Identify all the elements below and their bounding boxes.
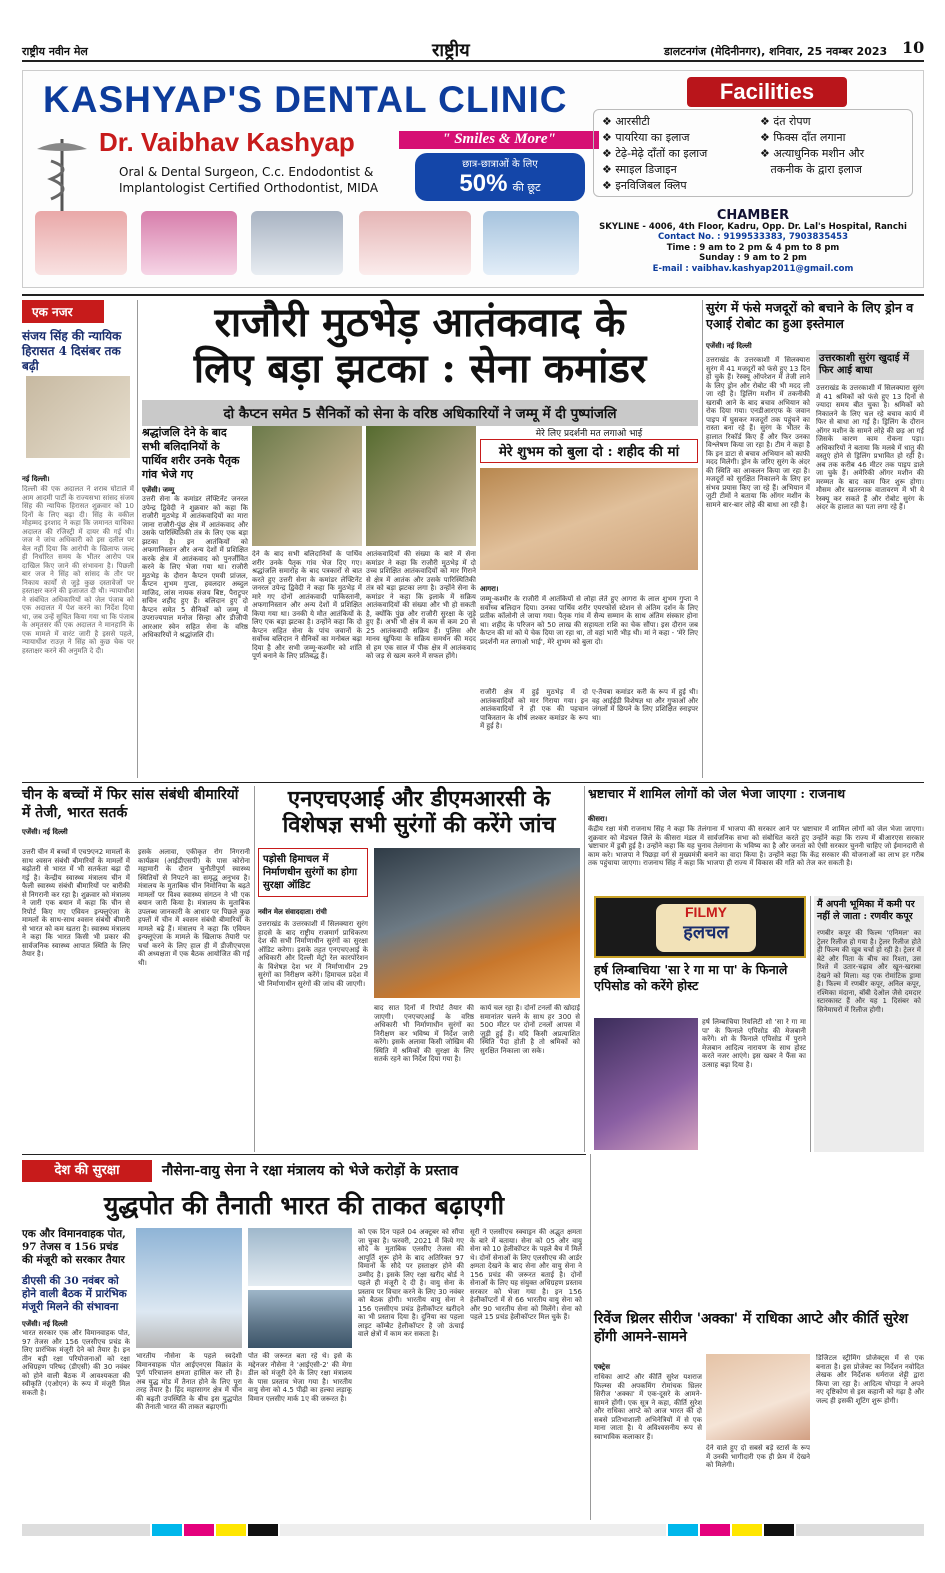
offer-percent: 50% [459,170,508,197]
funeral-photo-2 [366,426,476,546]
lead-dateline: एजेंसी। जम्मू [142,486,175,494]
masthead-center: राष्ट्रीय [432,40,470,61]
chamber-contact: Contact No. : 9199533383, 7903835453 [658,232,848,242]
lead-body-col-3: आतंकवादियों की संख्या के बारे में सेना कमांडर ने कहा कि राजौरी मुठभेड़ में दो उच्च प्रशिक्षित आतंकवादियों को मार गिराने से क्षेत्र में आतंक और उसके पारिस्थितिकी तंत्र को बड़ा झटका लगा है। उन्होंने सेना के कमांडर ने कहा कि इलाके में सक्रिय आतंकवादियों की संख्या और भी हो सकती है, क्योंकि पुंछ और राजौरी सुरक्षा के जुड़े हुए हैं। अभी भी क्षेत्र में कम से कम 20 से 25 आतंकवादी सक्रिय हैं। पुलिस और मानव खुफिया के सक्रिय समर्थन की मदद से हम एक साल में पीक क्षेत्र में आतंकवाद को जड़ से खत्म करने में सफल होंगे। [366,550,476,660]
tunnel-box-head: उत्तरकाशी सुरंग खुदाई में फिर आई बाधा [816,350,924,380]
tejas-photo [136,1228,242,1348]
offer-suffix: की छूट [512,181,541,194]
ek-nazar-dateline: नई दिल्ली। [22,475,50,483]
tagline: " Smiles & More" [399,131,599,149]
chamber-title: CHAMBER [716,208,790,223]
rajnath-story [588,786,924,894]
mother-photo [480,468,698,570]
funeral-photo-1 [252,426,362,546]
facility-item: ❖ इनविजिबल क्लिप [602,179,687,192]
mother-body-3: ए-तैयबा कमांडर करी के रूप में हुई थी। वह आईईडी विशेषज्ञ था और गुफाओं और जंगलों में छिपने के लिए प्रशिक्षित स्नाइपर था। [592,688,698,722]
dental-photo-5 [483,211,579,275]
offer-badge [415,153,585,201]
mother-headline: मेरे शुभम को बुला दो : शहीद की मां [480,439,698,463]
mother-dateline: आगरा। [480,585,499,593]
dental-photo-4 [359,211,471,275]
security-side-head-2: डीएसी की 30 नवंबर को होने वाली बैठक में प्रारंभिक मंजूरी मिलने की संभावना [22,1275,127,1313]
ek-nazar-column [22,300,134,780]
security-side-head-1: एक और विमानवाहक पोत, 97 तेजस व 156 प्रचंड की मंजूरी को सरकार तैयार [22,1228,126,1266]
lead-side-column [142,426,248,773]
doctor-name: Dr. Vaibhav Kashyap [99,127,355,157]
rajnath-headline: भ्रष्टाचार में शामिल लोगों को जेल भेजा जाएगा : राजनाथ [588,786,846,801]
facility-item: ❖ फिक्स दाँत लगाना [760,131,846,144]
nhai-headline-1: एनएचएआई और डीएमआरसी के [287,786,551,812]
filmy-body: हर्ष लिम्बाचिया रियलिटी शो 'सा रे गा मा पा' के फिनाले एपिसोड की मेजबानी करेंगे। शो के फिनाले एपिसोड में पुराने मेजबान आदित्य नारायण के साथ होस्ट करते नजर आएंगे। इस खबर ने फैंस का उत्साह बढ़ा दिया है। [702,1018,806,1069]
security-body-col-3: पोत की जरूरत बता रहे थे। इसे के मद्देनजर नौसेना ने 'आईएसी-2' की मेगा डील को मंजूरी देने के लिए रक्षा मंत्रालय के पास प्रस्ताव भेजा गया है। भारतीय वायु सेना को 4.5 पीढ़ी का हल्का लड़ाकू विमान एलसीए मार्क 1ए की जरूरत है। [248,1352,352,1403]
tunnel-story [706,300,924,780]
facility-item: ❖ पायरिया का इलाज [602,131,690,144]
nhai-body-col-1: उत्तराखंड के उत्तरकाशी में सिलक्यारा सुरंग हादसे के बाद राष्ट्रीय राजमार्ग प्राधिकरण देश की सभी निर्माणाधीन सुरंगों का सुरक्षा ऑडिट करेगा। इसके तहत एनएचएआई के अधिकारी और दिल्ली मेट्रो रेल कारपोरेशन के विशेषज्ञ देश भर में निर्माणाधीन 29 सुरंगों का निरीक्षण करेंगे। हिमाचल प्रदेश में भी निर्माणाधीन सुरंगों की जांच की जाएगी। [258,920,368,988]
chamber-address: SKYLINE - 4006, 4th Floor, Kadru, Opp. Dr. Lal's Hospital, Ranchi [599,221,907,232]
masthead-left: राष्ट्रीय नवीन मेल [22,45,88,58]
dental-photo-3 [251,211,343,275]
dental-clinic-ad [22,70,924,288]
lead-side-head: श्रद्धांजलि देने के बाद सभी बलिदानियों के पार्थिव शरीर उनके पैतृक गांव भेजे गए [142,426,240,481]
tunnel-box [816,350,924,770]
akka-dateline: एक्ट्रेस [594,1363,610,1371]
security-body-col-1: भारत सरकार एक और विमानवाहक पोत, 97 तेजस और 156 एलसीएच प्रचंड के लिए प्रारंभिक मंजूरी देने को तैयार है। इन तीन बड़ी रक्षा परियोजनाओं को रक्षा अधिग्रहण परिषद (डीएसी) की 30 नवंबर को होने वाली बैठक में आवश्यकता की स्वीकृति (एओएन) के रूप में मंजूरी मिल सकती है। [22,1329,130,1397]
lead-story [142,300,698,780]
tunnel-box-body: उत्तराखंड के उत्तरकाशी में सिलक्यारा सुरंग में 41 श्रमिकों को फंसे हुए 13 दिनों से ज्यादा समय बीत चुका है। श्रमिकों को निकालने के लिए चल रहे बचाव कार्य में फिर से बाधा आ गई है। ड्रिलिंग के दौरान ऑगर मशीन के सामने लोहे की छड़ आ गई जिसके कारण काम रोकना पड़ा। अधिकारियों ने बताया कि मलबे में धातु की वस्तुएं होने से ड्रिलिंग प्रभावित हो रही है। अब तक करीब 46 मीटर तक पाइप डाले जा चुके हैं। अमेरिकी ऑगर मशीन की मरम्मत के बाद काम फिर शुरू होगा। मौसम और खतरनाक वातावरण में भी ये रेस्क्यू कर सकते हैं और रोबोट सुरंग के अंदर के हालात का पता लगा रहे हैं। [816,384,924,511]
filmy-logo-2: हलचल [683,922,729,943]
security-strap: नौसेना-वायु सेना ने रक्षा मंत्रालय को भेजे करोड़ों के प्रस्ताव [162,1163,459,1179]
nhai-story [258,786,580,1152]
security-body-col-4: को एक दिन पहले 04 अक्टूबर को सौंपा जा चुका है। फरवरी, 2021 में किये गए सौदे के मुताबिक एलसीए तेजस की आपूर्ति शुरू होने के बाद अतिरिक्त 97 विमानों के सौदे पर हस्ताक्षर होने की उम्मीद है। इसके लिए रक्षा खरीद बोर्ड ने पहले ही मंजूरी दे दी है। वायु सेना के प्रस्ताव पर विचार करने के लिए 30 नवंबर को बैठक होगी। भारतीय वायु सेना ने 156 एलसीएच प्रचंड हेलीकॉप्टर खरीदने का भी प्रस्ताव दिया है। दुनिया का पहला लाइट कॉम्बैट हेलीकॉप्टर है जो ऊंचाई वाले क्षेत्रों में काम कर सकता है। [358,1228,464,1338]
facilities-box [593,109,913,197]
security-body-col-2: भारतीय नौसेना के पहले स्वदेशी विमानवाहक पोत आईएनएस विक्रांत के पूर्ण परिचालन क्षमता हासिल कर ली है। अब युद्ध मोड में तैनात होने के लिए पूरा तरह तैयार है। हिंद महासागर क्षेत्र में चीन की बढ़ती उपस्थिति के बीच इस युद्धपोत की तैनाती भारत की ताकत बढ़ाएगी। [136,1352,242,1411]
clinic-name: KASHYAP'S DENTAL CLINIC [43,79,568,120]
facility-item: ❖ स्माइल डिजाइन [602,163,677,176]
facility-item: ❖ आरसीटी [602,115,650,128]
facilities-title: Facilities [687,77,847,107]
facility-item: तकनीक के द्वारा इलाज [770,163,862,176]
chamber-sunday: Sunday : 9 am to 2 pm [699,253,807,263]
security-dateline: एजेंसी। नई दिल्ली [22,1320,68,1328]
chamber-email: E-mail : vaibhav.kashyap2011@gmail.com [652,263,854,274]
akka-body-col-2: देने वाले हुए दो सबसे बड़े स्टार्स के रूप में उनकी भागीदारी एक ही फ्रेम में देखने को मिलेगी। [706,1444,810,1469]
filmy-headline: हर्ष लिम्बाचिया 'सा रे गा मा पा' के फिनाले एपिसोड को करेंगे होस्ट [594,962,788,993]
security-body-col-5: सूरी ने एलसीएच स्क्वाड्रन की अद्भुत क्षमता के बारे में बताया। सेना को 05 और वायु सेना को 10 हेलीकॉप्टर के पहले बैच में मिले थे। दोनों सेनाओं के लिए एलसीएच की आर्डर क्षमता देखने के बाद सेना और वायु सेना ने 156 प्रचंड की जरूरत बताई है। दोनों सेनाओं के लिए यह संयुक्त अधिग्रहण प्रस्ताव सरकार को भेजा गया है। इन 156 हेलीकॉप्टरों में से 66 भारतीय वायु सेना को और 90 भारतीय सेना को मिलेंगे। सेना को पहले 15 प्रचंड हेलीकॉप्टर मिल चुके हैं। [470,1228,582,1321]
lead-headline-1: राजौरी मुठभेड़ आतंकवाद के [214,299,626,346]
dental-photo-2 [141,211,237,275]
tunnel-headline: सुरंग में फंसे मजदूरों को बचाने के लिए ड्रोन व एआई रोबोट का हुआ इस्तेमाल [706,300,914,331]
warship-photo [248,1290,352,1348]
dateline: डालटनगंज (मेदिनीनगर), शनिवार, 25 नवम्बर 2023 [664,45,888,58]
security-strap-row [22,1158,586,1186]
filmy-logo [656,904,756,952]
tunnel-dateline: एजेंसी। नई दिल्ली [706,342,752,350]
nhai-headline-2: विशेषज्ञ सभी सुरंगों की करेंगे जांच [282,812,556,838]
facility-item: ❖ दंत रोपण [760,115,811,128]
nhai-body-col-3: कार्य चल रहा है। दोनों टनलों की खोदाई समानांतर चलने के साथ हर 300 से 500 मीटर पर दोनों टनलों आपस में जुड़ी हुई हैं। यदि किसी अप्रत्याशित स्थिति पैदा होती है तो श्रमिकों को सुरक्षित निकाला जा सके। [480,1004,580,1055]
print-color-bar [22,1524,924,1536]
qualification-2: Implantologist Certified Orthodontist, MIDA [119,181,379,195]
security-label: देश की सुरक्षा [22,1160,152,1182]
security-side [22,1228,130,1518]
akka-body-col-3: डिजिटल स्ट्रीमिंग प्रोजेक्ट्स में से एक बनाता है। इस प्रोजेक्ट का निर्देशन नवोदित लेखक और निर्देशक धर्मराज शेट्टी द्वारा किया जा रहा है। आदित्य चोपड़ा ने अपने नए दृष्टिकोण से इस कहानी को गढ़ा है और जल्द ही इसकी शूटिंग शुरू होगी। [816,1354,924,1405]
akka-headline: रिवेंज थ्रिलर सीरीज 'अक्का' में राधिका आप्टे और कीर्ति सुरेश होंगी आमने-सामने [594,1311,909,1345]
filmy-halchal-banner [594,896,806,958]
qualification-1: Oral & Dental Surgeon, C.c. Endodontist & [119,165,374,179]
facility-item: ❖ अत्याधुनिक मशीन और [760,147,865,160]
tunnel-body-col-1: उत्तराखंड के उत्तरकाशी में सिलक्यारा सुरंग में 41 मजदूरों को फंसे हुए 13 दिन हो चुके हैं। रेस्क्यू ऑपरेशन में तेजी लाने के लिए ड्रोन और रोबोट की भी मदद ली जा रही है। ड्रिलिंग मशीन में तकनीकी खराबी आने के बाद बचाव अभियान को रोक दिया गया। एनडीआरएफ के जवान पाइप में घुसकर मजदूरों तक पहुंचने का रास्ता बना रहे हैं। सुरंग के भीतर के हालात रिकॉर्ड किए हैं और फिर उनका विश्लेषण किया जा रहा है। टीम ने कहा है कि इन डाटा से बचाव अभियान को काफी मदद मिलेगी। ड्रोन के जरिए सुरंग के अंदर की स्थिति का आकलन किया जा रहा है। मजदूरों को सुरक्षित निकालने के लिए हर संभव प्रयास किए जा रहे हैं। अभियान में जुटी टीमों ने बताया कि ऑगर मशीन के सामने बार-बार लोहे की बाधा आ रही है। [706,356,810,509]
radhika-photo [706,1354,810,1440]
china-body-col-1: उत्तरी चीन में बच्चों में एच9एन2 मामलों के साथ श्वसन संबंधी बीमारियों के मामलों में बढ़ोतरी से भारत में भी सतर्कता बढ़ा दी गई है। केन्द्रीय स्वास्थ्य मंत्रालय चीन में फैली स्वास्थ्य संबंधी बीमारियों पर बारीकी से निगरानी कर रहा है। शुक्रवार को मंत्रालय ने जारी एक बयान में कहा कि चीन से रिपोर्ट किए गए एवियन इन्फ्लुएंजा के मामलों के साथ-साथ श्वसन संबंधी बीमारी से भारत को कम खतरा है। स्वास्थ्य मंत्रालय ने कहा कि भारत किसी भी प्रकार की सार्वजनिक स्वास्थ्य आपात स्थिति के लिए तैयार है। [22,848,130,958]
ranveer-body: रणबीर कपूर की फिल्म 'एनिमल' का ट्रेलर रिलीज हो गया है। ट्रेलर रिलीज होते ही फिल्म की खूब चर्चा हो रही है। ट्रेलर में बेटे और पिता के बीच का रिश्ता, उस रिश्ते में उतार-चढ़ाव और खून-खराबा देखने को मिला। यह एक रोमांटिक ड्रामा है। फिल्म में रणबीर कपूर, अनिल कपूर, रश्मिका मंदाना, बॉबी देओल जैसे दमदार स्टारकास्ट हैं और यह 1 दिसंबर को सिनेमाघरों में रिलीज होगी। [817,929,921,1014]
china-dateline: एजेंसी। नई दिल्ली [22,828,68,836]
chamber-box [593,208,913,285]
ek-nazar-label: एक नजर [22,300,104,323]
china-story [22,786,250,1156]
nhai-box: पड़ोसी हिमाचल में निर्माणधीन सुरंगों का होगा सुरक्षा ऑडिट [258,848,368,897]
caduceus-icon [31,133,93,213]
dental-photo-1 [35,211,127,275]
ek-nazar-headline: संजय सिंह की न्यायिक हिरासत 4 दिसंबर तक बढ़ी [22,329,122,373]
china-body-col-2: इसके अलावा, एकीकृत रोग निगरानी कार्यक्रम (आईडीएसपी) के पास कोरोना महामारी के दौरान चुनौतीपूर्ण स्वास्थ्य स्थितियों से निपटने का समृद्ध अनुभव है। मंत्रालय के मुताबिक चीन निमोनिया के बढ़ते मामलों पर विश्व स्वास्थ्य संगठन ने भी एक बयान जारी किया है। मंत्रालय के मुताबिक उपलब्ध जानकारी के आधार पर पिछले कुछ हफ्तों में चीन में श्वसन संबंधी बीमारियों के मामले बढ़े हैं। मंत्रालय ने कहा कि एवियन इन्फ्लूएंजा के मामले के खिलाफ तैयारी पर चर्चा करने के लिए हाल ही में डीजीएचएस की अध्यक्षता में एक बैठक आयोजित की गई थी। [138,848,250,967]
security-headline: युद्धपोत की तैनाती भारत की ताकत बढ़ाएगी [103,1191,505,1220]
filmy-story [594,962,806,1152]
china-headline: चीन के बच्चों में फिर सांस संबंधी बीमारियों में तेजी, भारत सतर्क [22,787,239,821]
lead-body-col-2: देने के बाद सभी बलिदानियों के पार्थिव शरीर उनके पैतृक गांव भेज दिए गए। श्रद्धांजलि समारोह के बाद पत्रकारों से बात करते हुए उत्तरी सेना के कमांडर लेफ्टिनेंट जनरल उपेन्द्र द्विवेदी ने कहा कि मुठभेड़ में मारे गए दोनों आतंकवादी पाकिस्तानी, अफगानिस्तान और अन्य देशों में प्रशिक्षित किया गया था। उनकी ये मौत आतंकियों के लिए एक बड़ा झटका है। उन्होंने कहा कि दो कैप्टन सहित सेना के पांच जवानों के सर्वोच्च बलिदान ने सैनिकों का मनोबल बढ़ा दिया है और सभी जम्मू-कश्मीर को शांति पूर्ण बनाने के लिए प्रतिबद्ध हैं। [252,550,362,660]
page-number: 10 [902,38,925,57]
offer-text: छात्र-छात्राओं के लिए [462,159,538,170]
helicopter-photo [248,1228,352,1286]
ranveer-headline: मैं अपनी भूमिका में कमी पर नहीं ले जाता : रणवीर कपूर [817,899,915,922]
ek-nazar-body: दिल्ली की एक अदालत ने शराब घोटाले में आम आदमी पार्टी के राज्यसभा सांसद संजय सिंह की न्यायिक हिरासत शुक्रवार को 10 दिनों के लिए बढ़ा दी। सिंह के वकील मोहम्मद इरशाद ने कहा कि जमानत याचिका अदालत की रजिस्ट्री में दायर की गई थी। जज ने जांच अधिकारी को इस दलील पर बेल नहीं दिया कि आरोपी के खिलाफ जल्द ही निर्धारित समय के भीतर आरोप पत्र दाखिल किए जाने की संभावना है। पिछली बार जज ने सिंह को सांसद के तौर पर निकाय कार्यों से जुड़े कुछ दस्तावेजों पर हस्ताक्षर करने की इजाजत दी थी। न्यायाधीश ने संबंधित अधिकारियों को जेल पंजाब को एक अदालत में पेश करने का निर्देश दिया था, जब उन्हें सूचित किया गया था कि पंजाब के अमृतसर की एक अदालत ने मानहानि के एक मामले में वारंट जारी है इससे पहले, न्यायाधीश राउज़ ने सिंह को कुछ चेक पर हस्ताक्षर करने की अनुमति दे दी। [22,485,134,655]
nhai-body-col-2: बाद सात दिनों में रिपोर्ट तैयार की जाएगी। एनएचएआई के वरिष्ठ अधिकारी भी निर्माणाधीन सुरंगों का निरीक्षण कर भविष्य में निर्देश जारी करेंगे। इसके अलावा किसी जोखिम की स्थिति में श्रमिकों की सुरक्षा के लिए सतर्क रहने का निर्देश दिया गया है। [374,1004,474,1063]
filmy-logo-1: FILMY [685,904,727,920]
ranveer-story [814,896,924,1152]
tunnel-photo [374,848,580,998]
chamber-time: Time : 9 am to 2 pm & 4 pm to 8 pm [666,242,840,253]
rajnath-body: केंद्रीय रक्षा मंत्री राजनाथ सिंह ने कहा कि तेलंगाना में भाजपा की सरकार आने पर भ्रष्टाचार में शामिल लोगों को जेल भेजा जाएगा। शुक्रवार को मेडचल जिले के कीसरा मंडल में सार्वजनिक सभा को संबोधित करते हुए उन्होंने कहा कि राज्य में बीआरएस सरकार भ्रष्टाचार में डूबी हुई है। उन्होंने कहा कि यह चुनाव तेलंगाना के भविष्य का है और जनता को ऐसी सरकार चुननी चाहिए जो ईमानदारी से काम करे। भाजपा ने पिछड़ा वर्ग से मुख्यमंत्री बनाने का वादा किया है। उन्होंने कहा कि केंद्र सरकार की योजनाओं का लाभ हर गरीब तक पहुंचाया जाएगा। राजनाथ सिंह ने कहा कि भाजपा ही राज्य में विकास की गति को तेज कर सकती है। [588,825,924,867]
masthead [22,36,924,62]
sanjay-singh-photo [26,376,130,458]
rajnath-dateline: कीसरा। [588,815,608,823]
facility-item: ❖ टेढ़े-मेढ़े दाँतों का इलाज [602,147,708,160]
nhai-dateline: नवीन मेल संवाददाता। रांची [258,908,327,916]
mother-body-2: राजौरी क्षेत्र में हुई मुठभेड़ में दो आतंकवादियों को मार गिराया गया। इन आतंकवादियों ने ही एक की पहचान पाकिस्तान के शीर्ष लश्कर कमांडर के रूप में हुई है। [480,688,588,730]
mother-body: जम्मू-कश्मीर के राजौरी में आतंकियों से लोहा लेते हुए आगरा के लाल शुभम गुप्ता ने सर्वोच्च बलिदान दिया। उनका पार्थिव शरीर एयरफोर्स स्टेशन से अंतिम दर्शन के लिए प्रतीक कॉलोनी ले जाया गया। पैतृक गांव में सैन्य सम्मान के साथ अंतिम संस्कार होना था। शहीद के परिजन को 50 लाख की सहायता राशि का चेक सौंपा। इस दौरान जब कैप्टन की मां को ये चेक दिया जा रहा था, तो वहां भारी भीड़ थी। मां ने कहा - 'मेरे लिए प्रदर्शनी मत लगाओ भाई', मेरे शुभम को बुला दो। [480,595,698,646]
lead-body-col-1: उत्तरी सेना के कमांडर लेफ्टिनेंट जनरल उपेन्द्र द्विवेदी ने शुक्रवार को कहा कि राजौरी मुठभेड़ में आतंकवादियों का मारा जाना राजौरी-पुंछ क्षेत्र में आतंकवाद और उसके पारिस्थितिकी तंत्र के लिए एक बड़ा झटका है। इन आतंकियों को अफगानिस्तान और अन्य देशों में प्रशिक्षित करके क्षेत्र में आतंकवाद को पुनर्जीवित करने के लिए भेजा गया था। राजौरी मुठभेड़ के दौरान कैप्टन एमवी प्रांजल, कैप्टन शुभम गुप्ता, हवलदार अब्दुल माजिद, लांस नायक संजय बिष्ट, पैराट्रूपर सचिन शहीद हुए हैं। बलिदान हुए दो कैप्टन समेत 5 सैनिकों को जम्मू में उपराज्यपाल मनोज सिन्हा और डीजीपी आरआर स्वेन सहित सेना के वरिष्ठ अधिकारियों ने श्रद्धांजलि दी। [142,495,248,639]
akka-body-col-1: राधिका आप्टे और कीर्ति सुरेश यशराज फिल्म्स की अपकमिंग रोमांचक थ्रिलर सिरीज 'अक्का' में एक-दूसरे के आमने-सामने होंगी। एक सूत्र ने कहा, कीर्ति सुरेश और राधिका आप्टे को आज भारत की दो सबसे प्रतिभाशाली अभिनेत्रियों में से एक माना जाता है। ये अविश्वसनीय रूप से स्वाभाविक कलाकार हैं। [594,1373,702,1441]
akka-story [594,1310,924,1520]
mother-kicker: मेरे लिए प्रदर्शनी मत लगाओ भाई [535,429,643,439]
harsh-photo [594,1018,698,1150]
lead-headline-2: लिए बड़ा झटका : सेना कमांडर [193,345,647,392]
lead-subhead: दो कैप्टन समेत 5 सैनिकों को सेना के वरिष्ठ अधिकारियों ने जम्मू में दी पुष्पांजलि [142,400,698,426]
mother-story [480,426,698,776]
